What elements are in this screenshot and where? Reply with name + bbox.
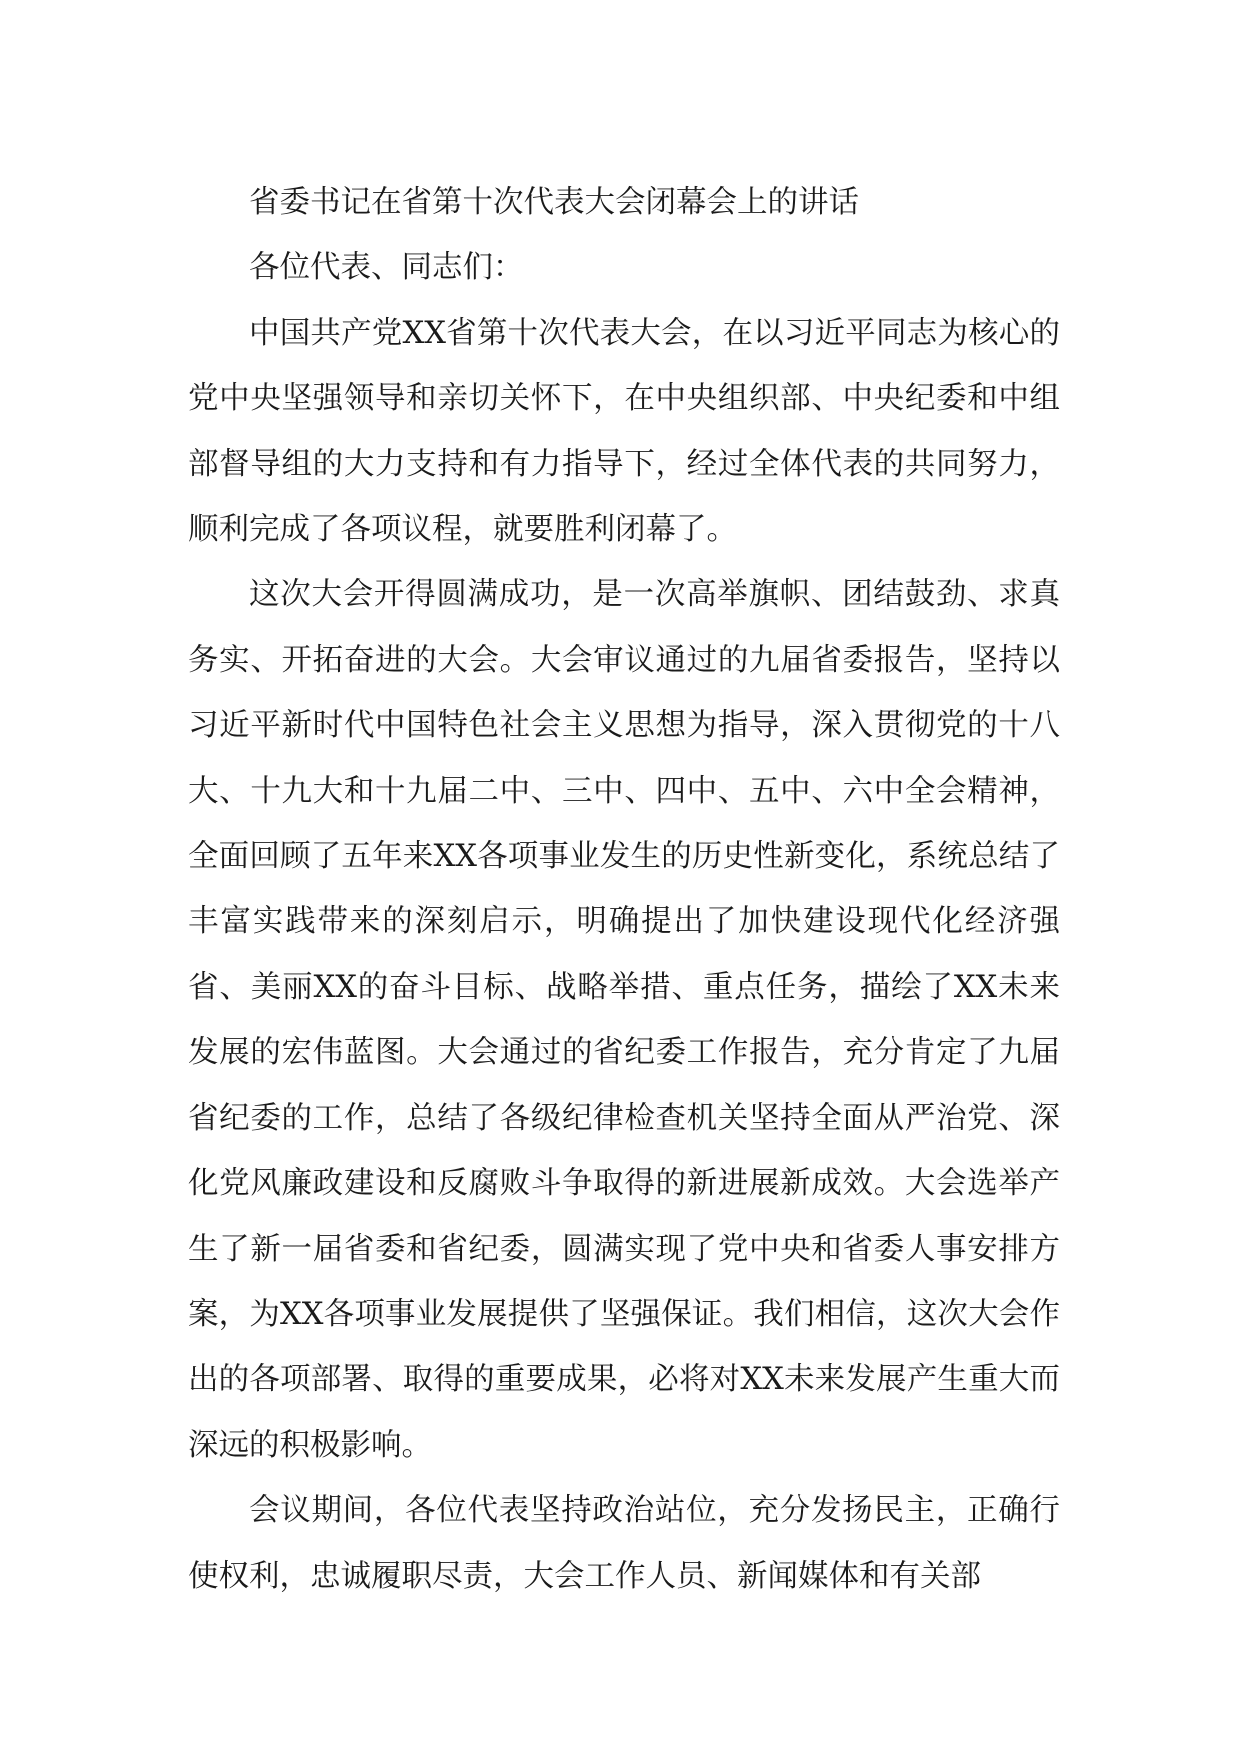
document-body: [188, 170, 1060, 1609]
paragraph-meeting-period: 会议期间，各位代表坚持政治站位，充分发扬民主，正确行使权利，忠诚履职尽责，大会工作人员、新闻媒体和有关部: [188, 1493, 1060, 1594]
paragraph-congress-summary: 这次大会开得圆满成功，是一次高举旗帜、团结鼓劲、求真务实、开拓奋进的大会。大会审议通过的九届省委报告，坚持以习近平新时代中国特色社会主义思想为指导，深入贯彻党的十八大、十九大和十九届二中、三中、四中、五中、六中全会精神，全面回顾了五年来XX各项事业发生的历史性新变化，系统总结了丰富实践带来的深刻启示，明确提出了加快建设现代化经济强省、美丽XX的奋斗目标、战略举措、重点任务，描绘了XX未来发展的宏伟蓝图。大会通过的省纪委工作报告，充分肯定了九届省纪委的工作，总结了各级纪律检查机关坚持全面从严治党、深化党风廉政建设和反腐败斗争取得的新进展新成效。大会选举产生了新一届省委和省纪委，圆满实现了党中央和省委人事安排方案，为XX各项事业发展提供了坚强保证。我们相信，这次大会作出的各项部署、取得的重要成果，必将对XX未来发展产生重大而深远的积极影响。: [188, 577, 1060, 1463]
salutation: 各位代表、同志们：: [249, 250, 524, 286]
document-title: 省委书记在省第十次代表大会闭幕会上的讲话: [249, 185, 859, 220]
paragraph-opening: 中国共产党XX省第十次代表大会，在以习近平同志为核心的党中央坚强领导和亲切关怀下，在中央组织部、中央纪委和中组部督导组的大力支持和有力指导下，经过全体代表的共同努力，顺利完成了各项议程，就要胜利闭幕了。: [188, 315, 1060, 548]
